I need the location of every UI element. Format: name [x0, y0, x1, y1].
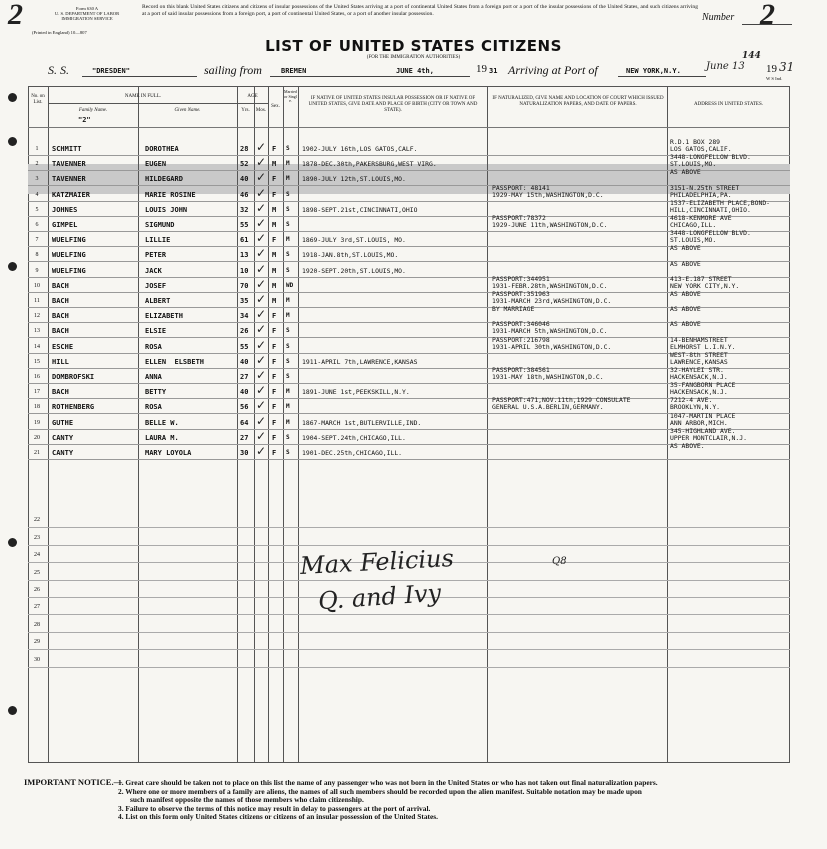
signature-mark: Q8	[552, 556, 567, 567]
naturalization-info: PASSPORT:344951 1931-FEBR.28th,WASHINGTON,D.C.	[492, 274, 608, 290]
birth-info: 1901-DEC.25th,CHICAGO,ILL.	[302, 449, 403, 457]
birth-info: 1878-DEC.30th,PAKERSBURG,WEST VIRG.	[302, 160, 437, 169]
birth-info: 1890-JULY 12th,ST.LOUIS,MO.	[302, 175, 406, 184]
us-address: AS ABOVE	[670, 305, 701, 314]
age-years: 28	[240, 145, 249, 153]
given-name: JOSEF	[145, 281, 167, 290]
sailing-label: sailing from	[204, 63, 262, 77]
birth-info: 1918-JAN.8th,ST.LOUIS,MO.	[302, 251, 399, 260]
marital-status: M	[286, 388, 290, 396]
given-name: MARY LOYOLA	[145, 449, 192, 457]
given-name: LOUIS JOHN	[145, 205, 188, 214]
notice-item-3: 3. Failure to observe the terms of this notice may result in delay to passengers at the port of arrival.	[118, 803, 431, 813]
sex: F	[272, 388, 277, 397]
sex: M	[272, 221, 277, 229]
us-address: R.D.1 BOX 289 LOS GATOS,CALIF.	[670, 138, 732, 153]
signature-2: Q. and Ivy	[317, 578, 442, 616]
age-years: 32	[240, 205, 249, 214]
age-years: 61	[240, 236, 249, 245]
row-number: 5	[35, 206, 39, 213]
check-mark: ✓	[256, 216, 267, 230]
arriving-label: Arriving at Port of	[508, 63, 598, 77]
page-title: LIST OF UNITED STATES CITIZENS	[265, 37, 562, 55]
us-address: AS ABOVE	[670, 244, 701, 253]
binder-hole	[8, 93, 17, 102]
check-mark: ✓	[256, 352, 267, 367]
row-number: 2	[35, 161, 39, 168]
us-address: 1537-ELIZABETH PLACE,BOND- HILL,CINCINNATI,OHIO.	[670, 198, 771, 214]
form-number: Form 630 A	[75, 6, 99, 11]
given-name: BETTY	[145, 388, 167, 397]
col-family: Family Name.	[78, 108, 108, 113]
row-rule	[28, 632, 790, 633]
given-name: ELLEN ELSBETH	[145, 357, 205, 366]
sex: F	[272, 373, 277, 381]
birth-info: 1867-MARCH 1st,BUTLERVILLE,IND.	[302, 418, 422, 427]
check-mark: ✓	[256, 276, 267, 291]
us-address: 345-HIGHLAND AVE. UPPER MONTCLAIR,N.J.	[670, 426, 747, 442]
age-years: 13	[240, 251, 249, 260]
sex: M	[272, 205, 277, 214]
given-name: JACK	[145, 266, 162, 275]
check-mark: ✓	[256, 413, 267, 428]
naturalization-info: PASSPORT: 48141 1929-MAY 15th,WASHINGTON,D.C.	[492, 183, 604, 199]
us-address: AS ABOVE	[670, 320, 701, 329]
birth-info: 1898-SEPT.21st,CINCINNATI,OHIO	[302, 205, 418, 214]
row-number: 23	[34, 534, 40, 541]
arrival-year: 31	[779, 60, 795, 74]
age-years: 27	[240, 433, 249, 442]
notice-item-2: 2. Where one or more members of a family are aliens, the names of all such members should be recorded upon the alien manifest. Suitable notation may be made upon	[118, 786, 642, 796]
us-address: 35-FANGBORN PLACE HACKENSACK,N.J.	[670, 381, 736, 397]
arrival-day-hand: 144	[742, 51, 761, 61]
check-mark: ✓	[256, 155, 267, 170]
col-naturalized: IF NATURALIZED, GIVE NAME AND LOCATION OF COURT WHICH ISSUED NATURALIZATION PAPERS, AND DATE OF PAPERS.	[492, 96, 664, 107]
given-name: PETER	[145, 251, 167, 260]
naturalization-info: PASSPORT:78372 1929-JUNE 11th,WASHINGTON,D.C.	[492, 214, 608, 229]
check-mark: ✓	[256, 246, 267, 261]
marital-status: S	[286, 145, 290, 152]
given-name: ALBERT	[145, 297, 171, 305]
check-mark: ✓	[256, 170, 267, 185]
arrival-port: NEW YORK,N.Y.	[626, 67, 681, 75]
row-number: 7	[35, 237, 39, 244]
age-years: 46	[240, 190, 249, 199]
col-birth: IF NATIVE OF UNITED STATES INSULAR POSSESSION OR IF NATIVE OF UNITED STATES, GIVE DATE AND PLACE OF BIRTH (CITY OR TOWN AND STATE).	[308, 96, 478, 113]
age-years: 30	[240, 449, 249, 457]
row-number: 11	[34, 298, 40, 304]
age-years: 34	[240, 312, 249, 321]
check-mark: ✓	[256, 292, 267, 306]
row-number: 21	[34, 450, 40, 456]
family-name: WUELFING	[52, 236, 86, 245]
given-name: ELSIE	[145, 327, 167, 336]
family-name: BACH	[52, 388, 69, 397]
row-number: 30	[34, 656, 40, 663]
naturalization-info: BY MARRIAGE	[492, 305, 535, 314]
row-number: 29	[34, 639, 40, 646]
sex: F	[272, 145, 277, 153]
check-mark: ✓	[256, 140, 267, 154]
page-subtitle: (FOR THE IMMIGRATION AUTHORITIES)	[366, 55, 461, 60]
col-family-sheet: "2"	[78, 116, 91, 124]
given-name: SIGMUND	[145, 221, 175, 229]
given-name: BELLE W.	[145, 418, 179, 427]
family-name: HILL	[52, 357, 69, 366]
binder-hole	[8, 262, 17, 271]
marital-status: S	[286, 190, 290, 198]
us-address: 413-E.187 STREET NEW YORK CITY,N.Y.	[670, 274, 740, 290]
naturalization-info: PASSPORT:346046 1931-MARCH 5th,WASHINGTON,D.C.	[492, 320, 608, 336]
family-name: CANTY	[52, 449, 74, 457]
row-number: 10	[34, 282, 40, 289]
marital-status: M	[286, 418, 290, 426]
given-name: ROSA	[145, 403, 162, 412]
family-name: BACH	[52, 312, 69, 321]
us-address: AS ABOVE	[670, 290, 701, 298]
marital-status: S	[286, 342, 290, 350]
binder-hole	[8, 137, 17, 146]
check-mark: ✓	[256, 444, 267, 458]
printed-note: (Printed in England) 10—807	[32, 30, 87, 35]
sex: F	[272, 357, 277, 366]
us-address: 1047-MARTIN PLACE ANN ARBOR,MICH.	[670, 411, 736, 427]
us-address: WEST-8th STREET LAWRENCE,KANSAS	[670, 350, 728, 366]
naturalization-info: PASSPORT:351963 1931-MARCH 23rd,WASHINGTON,D.C.	[492, 290, 612, 305]
us-address: 3448-LONGFELLOW BLVD. ST.LOUIS,MO.	[670, 153, 751, 169]
family-name: SCHMITT	[52, 145, 82, 153]
age-years: 40	[240, 357, 249, 366]
family-name: DOMBROFSKI	[52, 373, 95, 381]
row-number: 6	[35, 222, 39, 228]
row-number: 9	[35, 267, 39, 274]
sex: M	[272, 160, 277, 169]
family-name: TAVENNER	[52, 175, 86, 184]
sex: M	[272, 251, 277, 260]
row-rule	[28, 667, 790, 668]
check-mark: ✓	[256, 428, 267, 443]
given-name: ROSA	[145, 342, 162, 351]
age-years: 40	[240, 175, 249, 184]
marital-status: WD	[286, 281, 294, 289]
check-mark: ✓	[256, 337, 267, 352]
marital-status: M	[286, 175, 290, 183]
sex: F	[272, 312, 277, 321]
notice-item-4: 4. List on this form only United States citizens or citizens of an insular possession of the United States.	[118, 812, 438, 822]
age-years: 35	[240, 297, 249, 305]
given-name: DOROTHEA	[145, 145, 179, 153]
check-mark: ✓	[256, 322, 267, 337]
year-prefix: 19	[476, 63, 487, 75]
row-number: 22	[34, 517, 40, 524]
check-mark: ✓	[256, 200, 267, 215]
row-number: 16	[34, 374, 40, 380]
us-address: AS ABOVE.	[670, 442, 705, 450]
family-name: TAVENNER	[52, 160, 86, 169]
check-mark: ✓	[256, 185, 267, 200]
row-number: 19	[34, 419, 40, 426]
row-number: 20	[34, 434, 40, 441]
col-yrs: Yrs.	[241, 108, 250, 113]
us-address: 7212-4 AVE. BROOKLYN,N.Y.	[670, 396, 721, 412]
col-mos: Mos.	[255, 108, 267, 113]
row-number: 26	[34, 587, 40, 593]
notice-item-1: 1. Great care should be taken not to place on this list the name of any passenger who was not born in the United States or who has not taken out final naturalization papers.	[118, 778, 658, 787]
col-address: ADDRESS IN UNITED STATES.	[693, 102, 764, 107]
birth-info: 1869-JULY 3rd,ST.LOUIS, MO.	[302, 236, 406, 245]
sex: F	[272, 403, 277, 412]
marital-status: S	[286, 251, 290, 259]
naturalization-info: PASSPORT:384561 1931-MAY 18th,WASHINGTON,D.C.	[492, 366, 604, 381]
us-address: 14-BENHAMSTREET ELMHORST L.I.N.Y.	[670, 335, 736, 351]
birth-info: 1902-JULY 16th,LOS GATOS,CALF.	[302, 145, 418, 153]
age-years: 70	[240, 281, 249, 290]
col-no: No. on List.	[31, 94, 45, 105]
birth-info: 1904-SEPT.24th,CHICAGO,ILL.	[302, 433, 406, 442]
binder-hole	[8, 706, 17, 715]
marital-status: M	[286, 236, 290, 244]
marital-status: S	[286, 221, 290, 228]
check-mark: ✓	[256, 383, 267, 398]
age-years: 55	[240, 221, 249, 229]
binder-hole	[8, 538, 17, 547]
arrival-date-hand: June 13	[706, 61, 745, 72]
marital-status: M	[286, 312, 290, 320]
marital-status: S	[286, 266, 290, 274]
sailing-from: BREMEN	[281, 67, 307, 75]
age-years: 10	[240, 266, 249, 275]
check-mark: ✓	[256, 307, 267, 322]
marital-status: M	[286, 403, 290, 411]
sex: M	[272, 266, 277, 275]
marital-status: S	[286, 373, 290, 380]
given-name: ELIZABETH	[145, 312, 183, 321]
sheet-number-left: 2	[8, 0, 23, 31]
marital-status: S	[286, 357, 290, 365]
given-name: EUGEN	[145, 160, 167, 169]
col-name: NAME IN FULL.	[124, 94, 162, 99]
given-name: MARIE ROSINE	[145, 190, 196, 199]
us-address: 32-HAYLEI STR. HACKENSACK,N.J.	[670, 366, 728, 381]
us-address: 4618-KENMORE AVE CHICAGO,ILL.	[670, 214, 732, 229]
birth-info: 1911-APRIL 7th,LAWRENCE,KANSAS	[302, 357, 418, 366]
row-rule	[28, 649, 790, 650]
row-rule	[28, 614, 790, 615]
marital-status: M	[286, 297, 290, 304]
marital-status: S	[286, 205, 290, 213]
notice-heading: IMPORTANT NOTICE.—	[24, 777, 123, 787]
sex: F	[272, 236, 277, 245]
row-number: 28	[34, 621, 40, 628]
header-note: Record on this blank United States citizens and citizens of insular possessions of the United States arriving at a port of continental United States from a foreign port or a port of the insular possessions of the United States, and such citizens arriving at a port of said insular possessions from a foreign port, a port of continental United States, or a port of another insular possession.	[142, 4, 698, 17]
naturalization-info: PASSPORT:471,NOV.11th,1929 CONSULATE GENERAL U.S.A.BERLIN,GERMANY.	[492, 396, 631, 412]
age-years: 52	[240, 160, 249, 169]
sex: F	[272, 190, 277, 199]
family-name: JOHNES	[52, 205, 78, 214]
check-mark: ✓	[256, 368, 267, 382]
form-dept: U. S. DEPARTMENT OF LABOR	[54, 11, 120, 16]
row-rule	[28, 527, 790, 528]
row-number: 4	[35, 191, 39, 198]
col-age: AGE	[247, 94, 258, 99]
important-notice	[118, 779, 818, 822]
row-number: 27	[34, 604, 40, 611]
marital-status: M	[286, 160, 290, 168]
check-mark: ✓	[256, 231, 267, 246]
family-name: BACH	[52, 297, 69, 305]
row-number: 1	[35, 146, 39, 152]
sailing-date: JUNE 4th,	[396, 67, 434, 75]
check-mark: ✓	[256, 261, 267, 276]
age-years: 56	[240, 403, 249, 412]
col-given: Given Name.	[174, 108, 201, 113]
sex: M	[272, 281, 277, 290]
age-years: 55	[240, 342, 249, 351]
family-name: ROTHENBERG	[52, 403, 95, 412]
row-number: 17	[34, 389, 40, 396]
us-address: AS ABOVE	[670, 168, 701, 177]
sex: F	[272, 175, 277, 184]
number-label: Number	[702, 12, 735, 23]
sex: M	[272, 297, 277, 305]
marital-status: S	[286, 449, 290, 456]
number-value: 2	[760, 0, 775, 31]
age-years: 64	[240, 418, 249, 427]
family-name: KATZMAIER	[52, 190, 90, 199]
us-address: 3448-LONGFELLOW BLVD. ST.LOUIS,MO.	[670, 229, 751, 245]
row-number: 13	[34, 328, 40, 335]
ss-label: S. S.	[48, 63, 69, 77]
family-name: WUELFING	[52, 251, 86, 260]
sex: F	[272, 433, 277, 442]
col-married: Married or Single.	[284, 89, 297, 103]
given-name: LAURA M.	[145, 433, 179, 442]
marital-status: S	[286, 327, 290, 335]
age-years: 40	[240, 388, 249, 397]
family-name: GUTHE	[52, 418, 74, 427]
arrival-year-prefix: 19	[766, 63, 777, 75]
ship-name: "DRESDEN"	[92, 67, 130, 75]
family-name: WUELFING	[52, 266, 86, 275]
row-number: 8	[35, 252, 39, 259]
col-sex: Sex.	[271, 104, 280, 109]
naturalization-info: PASSPORT:216798 1931-APRIL 30th,WASHINGTON,D.C.	[492, 335, 612, 351]
birth-info: 1891-JUNE 1st,PEEKSKILL,N.Y.	[302, 388, 410, 397]
us-address: 3151-N.25th STREET PHILADELPHIA,PA.	[670, 183, 740, 199]
us-address: AS ABOVE	[670, 259, 701, 268]
given-name: HILDEGARD	[145, 175, 183, 184]
row-number: 24	[34, 552, 40, 559]
notice-item-2b: such manifest opposite the names of those members who claim citizenship.	[130, 795, 364, 805]
sex: F	[272, 342, 277, 351]
birth-info: 1920-SEPT.20th,ST.LOUIS,MO.	[302, 266, 406, 275]
age-years: 26	[240, 327, 249, 336]
sailing-year: 31	[489, 67, 498, 75]
sex: F	[272, 327, 277, 336]
row-number: 15	[34, 358, 40, 365]
marital-status: S	[286, 433, 290, 441]
row-number: 12	[34, 313, 40, 320]
row-rule	[28, 459, 790, 460]
form-service: IMMIGRATION SERVICE	[61, 16, 113, 21]
sex: F	[272, 418, 277, 427]
row-number: 18	[34, 404, 40, 411]
given-name: LILLIE	[145, 236, 171, 245]
family-name: BACH	[52, 281, 69, 290]
family-name: GIMPEL	[52, 221, 78, 229]
ws-label: W S Ind.	[766, 76, 783, 81]
signature-1: Max Felicius	[299, 543, 455, 581]
check-mark: ✓	[256, 398, 267, 413]
sex: F	[272, 449, 277, 457]
row-number: 14	[34, 343, 40, 350]
row-number: 3	[35, 176, 39, 183]
family-name: BACH	[52, 327, 69, 336]
age-years: 27	[240, 373, 249, 381]
family-name: ESCHE	[52, 342, 74, 351]
family-name: CANTY	[52, 433, 74, 442]
row-number: 25	[34, 569, 40, 576]
form-info	[52, 6, 122, 21]
given-name: ANNA	[145, 373, 162, 381]
